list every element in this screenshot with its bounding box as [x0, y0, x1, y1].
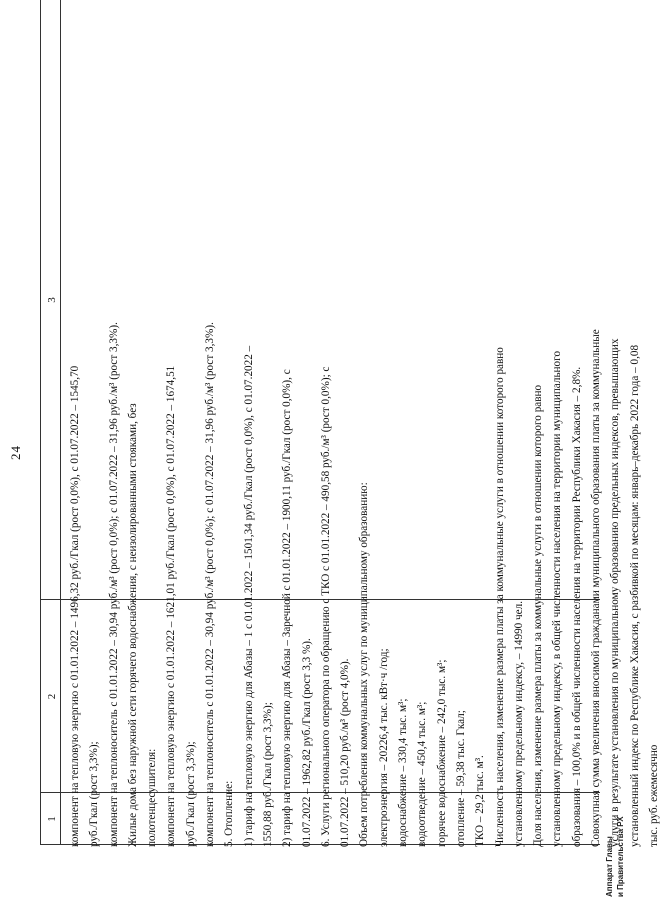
- text-line: установленному предельному индексу, – 14990 чел.: [512, 600, 525, 847]
- text-line: Объем потребления коммунальных услуг по муниципальному образованию:: [358, 482, 371, 847]
- text-line: отопление – 59,38 тыс. Гкал;: [454, 710, 467, 847]
- text-line: компонент на тепловую энергию с 01.01.2022 – 1496,32 руб./Гкал (рост 0,0%), с 01.07.2022 – 1545,70: [69, 365, 81, 847]
- text-line: водоснабжение – 330,4 тыс. м³;: [397, 698, 410, 847]
- text-line: ТКО – 29,2 тыс. м³.: [474, 755, 487, 847]
- text-line: Совокупная сумма увеличения вносимой гражданами муниципального образования платы за коммунальные: [590, 329, 603, 847]
- text-line: компонент на теплоноситель с 01.01.2022 – 30,94 руб./м³ (рост 0,0%); с 01.07.2022 – 31,96 руб./м³ (рост 3,3%).: [107, 322, 120, 847]
- text-line: Доля населения, изменение размера платы за коммунальные услуги в отношении которого равно: [532, 384, 545, 847]
- text-line: 1) тариф на тепловую энергию для Абазы – 1 с 01.01.2022 – 1501,34 руб./Гкал (рост 0,0%), с 01.07.2022 –: [242, 345, 255, 847]
- text-line: руб./Гкал (рост 3,3%);: [184, 741, 197, 847]
- text-line: 6. Услуги регионального оператора по обращению с ТКО с 01.01.2022 – 490,58 руб./м³ (рост 0,0%); с: [319, 366, 332, 847]
- text-line: тыс. руб. ежемесячно: [647, 744, 660, 847]
- department-stamp: [604, 816, 626, 897]
- stamp-line-2: и Правительства РХ: [616, 816, 625, 897]
- text-line: образования – 100,0% и в общей численности населения на территории Республики Хакасия – 2,8%.: [570, 366, 583, 847]
- text-line: электроэнергия – 20226,4 тыс. кВт·ч /год;: [377, 648, 390, 847]
- text-line: установленному предельному индексу, в общей численности населения на территории муниципального: [551, 350, 564, 847]
- table-top-border: [40, 0, 41, 845]
- text-line: компонент на тепловую энергию с 01.01.2022 – 1621,01 руб./Гкал (рост 0,0%), с 01.07.2022 – 1674,51: [165, 365, 178, 847]
- text-line: установленный индекс по Республике Хакасия, с разбивкой по месяцам: январь–декабрь 2022 года – 0,08: [628, 344, 641, 847]
- text-line: горячее водоснабжение – 242,0 тыс. м³;: [435, 659, 448, 847]
- text-line: 5. Отопление:: [223, 780, 236, 847]
- table-header-divider: [60, 0, 61, 845]
- text-line: полотенцесушителя:: [146, 748, 159, 847]
- text-line: компонент на теплоноситель с 01.01.2022 – 30,94 руб./м³ (рост 0,0%); с 01.07.2022 – 31,96 руб./м³ (рост 3,3%).: [204, 322, 217, 847]
- text-line: 1550,88 руб./Гкал (рост 3,3%);: [261, 702, 274, 847]
- text-line: 01.07.2022 – 510,20 руб./м³ (рост 4,0%).: [339, 658, 352, 847]
- column-header-1: 1: [46, 816, 58, 822]
- text-line: руб./Гкал (рост 3,3%);: [88, 741, 101, 847]
- column-3-text: [66, 99, 664, 847]
- text-line: водоотведение – 450,4 тыс. м³;: [416, 701, 429, 847]
- text-line: 01.07.2022 – 1962,82 руб./Гкал (рост 3,3 %).: [300, 638, 313, 847]
- text-line: 2) тариф на тепловую энергию для Абазы – Заречной с 01.01.2022 – 1900,11 руб./Гкал (рост 0,0%), с: [281, 369, 294, 847]
- column-header-3: 3: [46, 297, 58, 303]
- text-line: Жилые дома без наружной сети горячего водоснабжения, с неизолированными стояками, без: [126, 403, 139, 847]
- column-header-2: 2: [46, 693, 58, 700]
- text-line: услуги в результате установления по муниципальному образованию предельных индексов, превышающих: [609, 338, 622, 847]
- page-number: 24: [8, 445, 23, 460]
- text-line: Численность населения, изменение размера платы за коммунальные услуги в отношении которого равно: [493, 347, 506, 847]
- stamp-line-1: Аппарат Главы: [605, 836, 614, 897]
